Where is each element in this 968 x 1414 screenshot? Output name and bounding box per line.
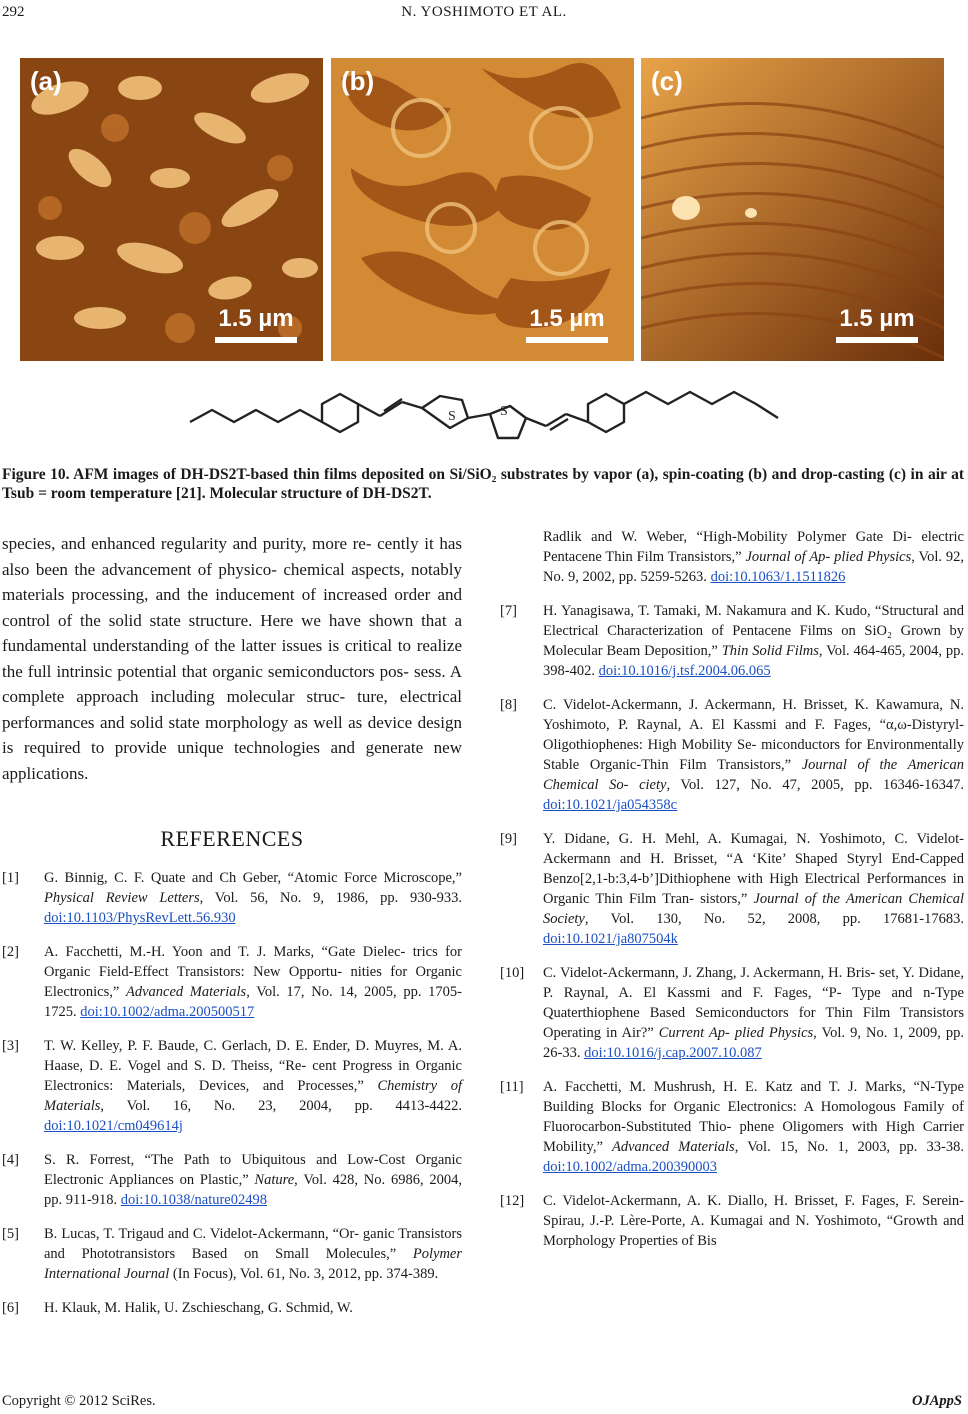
references-left-column	[2, 868, 462, 1332]
reference-item	[500, 1077, 964, 1177]
reference-text: T. W. Kelley, P. F. Baude, C. Gerlach, D. E. Ender, D. Muyres, M. A. Haase, D. E. Vogel and S. D. Theiss, “Re- cent Progress in Organic Electronics: Materials, Devices, and Processes,”	[44, 1038, 462, 1094]
running-head: N. YOSHIMOTO ET AL.	[401, 4, 567, 20]
scale-bar-line-b	[526, 337, 608, 343]
reference-item	[2, 942, 462, 1022]
reference-text: G. Binnig, C. F. Quate and Ch Geber, “Atomic Force Microscope,”	[44, 870, 462, 886]
reference-doi-link[interactable]: doi:10.1021/ja054358c	[543, 797, 678, 813]
reference-item	[500, 601, 964, 681]
reference-details: , Vol. 464-465, 2004, pp. 398-402.	[543, 643, 964, 679]
afm-panel-a	[20, 58, 323, 361]
scale-bar-text-b: 1.5 µm	[529, 305, 605, 332]
reference-doi-link[interactable]: doi:10.1063/1.1511826	[710, 569, 846, 585]
reference-details: (In Focus), Vol. 61, No. 3, 2012, pp. 374-389.	[169, 1266, 439, 1282]
reference-text: C. Videlot-Ackermann, J. Zhang, J. Ackermann, H. Bris- set, Y. Didane, P. Raynal, A. El Kassmi and F. Fages, “P- Type and n-Type Quaterthiophene Based Semiconductors for Thin Film Transistors Operating in Air?”	[543, 965, 964, 1041]
reference-item	[2, 1224, 462, 1284]
reference-number: [9]	[500, 831, 517, 847]
reference-number: [4]	[2, 1152, 19, 1168]
reference-doi-link[interactable]: doi:10.1021/cm049614j	[44, 1118, 183, 1134]
reference-journal: Advanced Materials	[612, 1139, 735, 1155]
conclusion-paragraph: species, and enhanced regularity and purity, more re- cently it has also been the advancement of physico- chemical aspects, notably materials processing, and the inducement of increased order and control of the solid state structure. Here we have shown that a fundamental understanding of the latter issues is critical to realize the full intrinsic potential that organic semiconductors pos- sess. A complete approach including molecular struc- ture, electrical performances and solid state morphology as well as device design is required to provide unique technologies and generate new applications.	[2, 534, 462, 783]
reference-details: , Vol. 16, No. 23, 2004, pp. 4413-4422.	[100, 1098, 462, 1114]
sulfur-label-2: S	[500, 404, 508, 419]
reference-number: [7]	[500, 603, 517, 619]
reference-item-continued	[500, 527, 964, 587]
reference-number: [11]	[500, 1079, 524, 1095]
reference-item	[2, 1150, 462, 1210]
reference-details: , Vol. 15, No. 1, 2003, pp. 33-38.	[734, 1139, 964, 1155]
reference-details: , Vol. 428, No. 6986, 2004, pp. 911-918.	[44, 1172, 462, 1208]
body-text-left	[2, 531, 462, 786]
afm-figure	[20, 58, 944, 361]
molecular-structure-dh-ds2t	[170, 370, 810, 450]
reference-number: [1]	[2, 870, 19, 886]
reference-doi-link[interactable]: doi:10.1002/adma.200390003	[543, 1159, 717, 1175]
reference-item	[500, 963, 964, 1063]
reference-journal: Journal of Ap- plied Physics	[745, 549, 912, 565]
reference-doi-link[interactable]: doi:10.1038/nature02498	[120, 1192, 267, 1208]
scale-bar-line-c	[836, 337, 918, 343]
scale-bar-line-a	[215, 337, 297, 343]
reference-journal: Journal of the American Chemical So- ciety	[543, 757, 964, 793]
reference-details: , Vol. 17, No. 14, 2005, pp. 1705-1725.	[44, 984, 462, 1020]
afm-panel-b	[331, 58, 634, 361]
scale-bar-c	[836, 305, 918, 343]
reference-item	[2, 868, 462, 928]
reference-doi-link[interactable]: doi:10.1103/PhysRevLett.56.930	[44, 910, 236, 926]
reference-text: A. Facchetti, M. Mushrush, H. E. Katz and T. J. Marks, “N-Type Building Blocks for Organic Electronics: A Homologous Family of Fluorocarbon-Substituted Thio- phene Oligomers with High Carrier Mobility,”	[543, 1079, 964, 1155]
reference-details: , Vol. 130, No. 52, 2008, pp. 17681-17683.	[584, 911, 964, 927]
panel-label-b: (b)	[341, 66, 375, 96]
reference-item	[2, 1036, 462, 1136]
reference-doi-link[interactable]: doi:10.1016/j.cap.2007.10.087	[584, 1045, 762, 1061]
reference-journal: Journal of the American Chemical Society	[543, 891, 965, 927]
page-header	[0, 4, 968, 26]
reference-journal: Polymer International Journal	[44, 1246, 462, 1282]
scale-bar-text-a: 1.5 µm	[218, 305, 294, 332]
reference-journal: Advanced Materials	[125, 984, 247, 1000]
reference-journal: Chemistry of Materials	[44, 1078, 462, 1114]
reference-text: H. Klauk, M. Halik, U. Zschieschang, G. Schmid, W.	[44, 1300, 353, 1316]
reference-doi-link[interactable]: doi:10.1002/adma.200500517	[80, 1004, 255, 1020]
reference-number: [3]	[2, 1038, 19, 1054]
panel-label-c: (c)	[651, 66, 683, 96]
copyright-notice: Copyright © 2012 SciRes.	[2, 1393, 156, 1409]
reference-text: Radlik and W. Weber, “High-Mobility Polymer Gate Di- electric Pentacene Thin Film Transistors,”	[543, 529, 964, 565]
sulfur-label-1: S	[448, 409, 456, 424]
scale-bar-text-c: 1.5 µm	[839, 305, 915, 332]
reference-item	[500, 695, 964, 815]
reference-item	[2, 1298, 462, 1318]
reference-text: C. Videlot-Ackermann, A. K. Diallo, H. Brisset, F. Fages, F. Serein-Spirau, J.-P. Lère-Porte, A. Kumagai and N. Yoshimoto, “Growth and Morphology Properties of Bis	[543, 1193, 964, 1249]
reference-details: , Vol. 9, No. 1, 2009, pp. 26-33.	[543, 1025, 965, 1061]
afm-panel-c	[641, 58, 944, 361]
reference-details: , Vol. 92, No. 9, 2002, pp. 5259-5263.	[543, 549, 964, 585]
reference-doi-link[interactable]: doi:10.1016/j.tsf.2004.06.065	[598, 663, 771, 679]
reference-text: B. Lucas, T. Trigaud and C. Videlot-Ackermann, “Or- ganic Transistors and Phototransistors Based on Small Molecules,”	[44, 1226, 462, 1262]
reference-journal: Nature	[254, 1172, 295, 1188]
reference-number: [12]	[500, 1193, 525, 1209]
scale-bar-b	[526, 305, 608, 343]
reference-doi-link[interactable]: doi:10.1021/ja807504k	[543, 931, 678, 947]
page-number: 292	[2, 4, 25, 20]
reference-item	[500, 829, 964, 949]
reference-text: C. Videlot-Ackermann, J. Ackermann, H. Brisset, K. Kawamura, N. Yoshimoto, P. Raynal, A. El Kassmi and F. Fages, “α,ω-Distyryl-Oligothiophenes: High Mobility Se- miconductors for Environmentally Stable Organic-Thin Film Transistors,”	[543, 697, 964, 773]
reference-number: [6]	[2, 1300, 19, 1316]
reference-details: , Vol. 127, No. 47, 2005, pp. 16346-16347.	[666, 777, 965, 793]
reference-item	[500, 1191, 964, 1251]
scale-bar-a	[215, 305, 297, 343]
reference-text: S. R. Forrest, “The Path to Ubiquitous and Low-Cost Organic Electronic Appliances on Plastic,”	[44, 1152, 462, 1188]
references-right-column	[500, 527, 964, 1265]
references-heading: REFERENCES	[160, 826, 304, 851]
reference-text: Y. Didane, G. H. Mehl, A. Kumagai, N. Yoshimoto, C. Videlot-Ackermann and H. Brisset, “A ‘Kite’ Shaped Styryl End-Capped Benzo[2,1-b:3,4-b’]Dithiophene with High Electrical Performances in Organic Thin Film Tran- sistors,”	[543, 831, 964, 907]
reference-number: [10]	[500, 965, 525, 981]
panel-label-a: (a)	[30, 66, 62, 96]
reference-number: [8]	[500, 697, 517, 713]
reference-journal: Thin Solid Films	[721, 643, 819, 659]
reference-number: [5]	[2, 1226, 19, 1242]
reference-text: A. Facchetti, M.-H. Yoon and T. J. Marks, “Gate Dielec- trics for Organic Field-Effect Transistors: New Opportu- nities for Organic Electronics,”	[44, 944, 462, 1000]
reference-journal: Physical Review Letters	[44, 890, 200, 906]
reference-details: , Vol. 56, No. 9, 1986, pp. 930-933.	[199, 890, 463, 906]
journal-abbreviation: OJAppS	[912, 1393, 962, 1409]
reference-text: H. Yanagisawa, T. Tamaki, M. Nakamura and K. Kudo, “Structural and Electrical Characterization of Pentacene Films on SiO₂ Grown by Molecular Beam Deposition,”	[543, 603, 964, 659]
reference-journal: Current Ap- plied Physics	[658, 1025, 814, 1041]
figure-caption: Figure 10. AFM images of DH-DS2T-based thin films deposited on Si/SiO₂ substrates by vapor (a), spin-coating (b) and drop-casting (c) in air at Tsub = room temperature [21]. Molecular structure of DH-DS2T.	[2, 466, 964, 502]
reference-number: [2]	[2, 944, 19, 960]
